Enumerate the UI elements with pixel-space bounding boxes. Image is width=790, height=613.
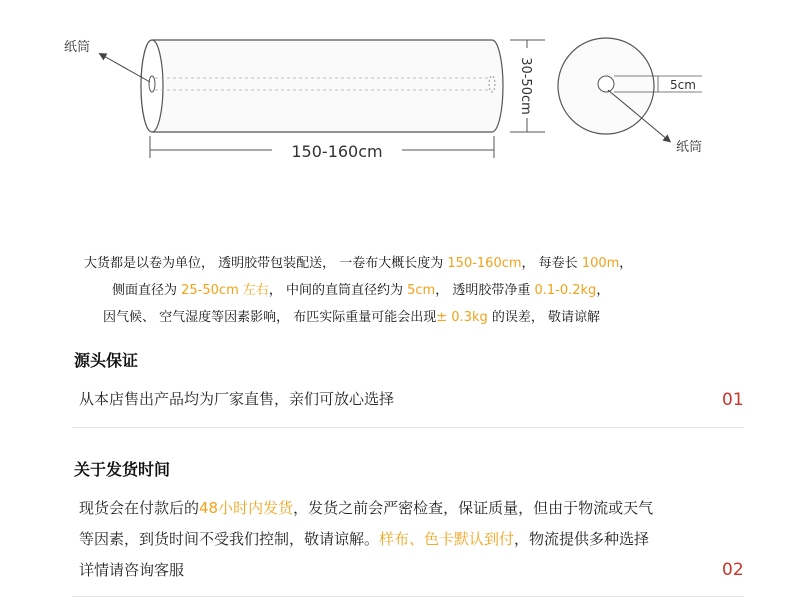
highlight-text: 48小时内发货 [199, 499, 294, 517]
roll-cylinder [141, 40, 503, 132]
left-core-label: 纸筒 [64, 40, 91, 55]
section-number-02: 02 [722, 560, 744, 580]
section-title-source: 源头保证 [74, 351, 139, 370]
diameter-label: 30-50cm [518, 57, 533, 115]
body-text: ， 中间的直筒直径约为 [268, 283, 408, 298]
body-text: 现货会在付款后的 [79, 499, 200, 517]
roll-diagram-svg [0, 0, 790, 200]
length-label: 150-160cm [291, 142, 383, 161]
highlight-text: 0.1-0.2kg [534, 283, 597, 298]
description-line-1 [0, 252, 790, 271]
section-number-01: 01 [722, 390, 744, 410]
body-text: ，物流提供多种选择 [514, 530, 650, 548]
section-body-source [79, 384, 394, 415]
section-title-shipping: 关于发货时间 [74, 460, 171, 479]
section-shipping-line-2 [79, 524, 653, 555]
highlight-text: 100m [581, 256, 620, 271]
description-line-3 [0, 306, 790, 325]
body-text: ，发货之前会严密检查，保证质量，但由于物流或天气 [293, 499, 654, 517]
body-text: ， 每卷长 [521, 256, 582, 271]
section-divider-2 [72, 596, 744, 597]
highlight-text: 25-50cm 左右 [181, 283, 269, 298]
highlight-text: ± 0.3kg [436, 310, 488, 325]
body-text: 详情请咨询客服 [79, 561, 185, 579]
side-view-core [598, 76, 614, 92]
body-text: 从本店售出产品均为厂家直售，亲们可放心选择 [79, 390, 395, 408]
body-text: ， 透明胶带净重 [435, 283, 535, 298]
right-core-label: 纸筒 [676, 140, 703, 155]
body-text: 因气候、 空气湿度等因素影响， 布匹实际重量可能会出现 [103, 310, 437, 325]
body-text: ， [619, 256, 633, 271]
fabric-roll-diagram [0, 0, 790, 200]
section-shipping-line-3 [79, 555, 653, 586]
highlight-text: 5cm [407, 283, 436, 298]
body-text: 大货都是以卷为单位， 透明胶带包装配送， 一卷布大概长度为 [84, 256, 448, 271]
section-shipping-line-1 [79, 493, 653, 524]
section-divider-1 [72, 427, 744, 428]
highlight-text: 样布、色卡默认到付 [379, 530, 515, 548]
section-source-line-1 [79, 384, 394, 415]
body-text: 等因素，到货时间不受我们控制，敬请谅解。 [79, 530, 380, 548]
highlight-text: 150-160cm [447, 256, 522, 271]
section-body-shipping [79, 493, 653, 586]
roll-left-core [149, 76, 155, 92]
body-text: ， [596, 283, 610, 298]
description-line-2 [0, 279, 790, 298]
core-diameter-label: 5cm [670, 78, 696, 92]
body-text: 的误差， 敬请谅解 [487, 310, 601, 325]
body-text: 侧面直径为 [112, 283, 182, 298]
